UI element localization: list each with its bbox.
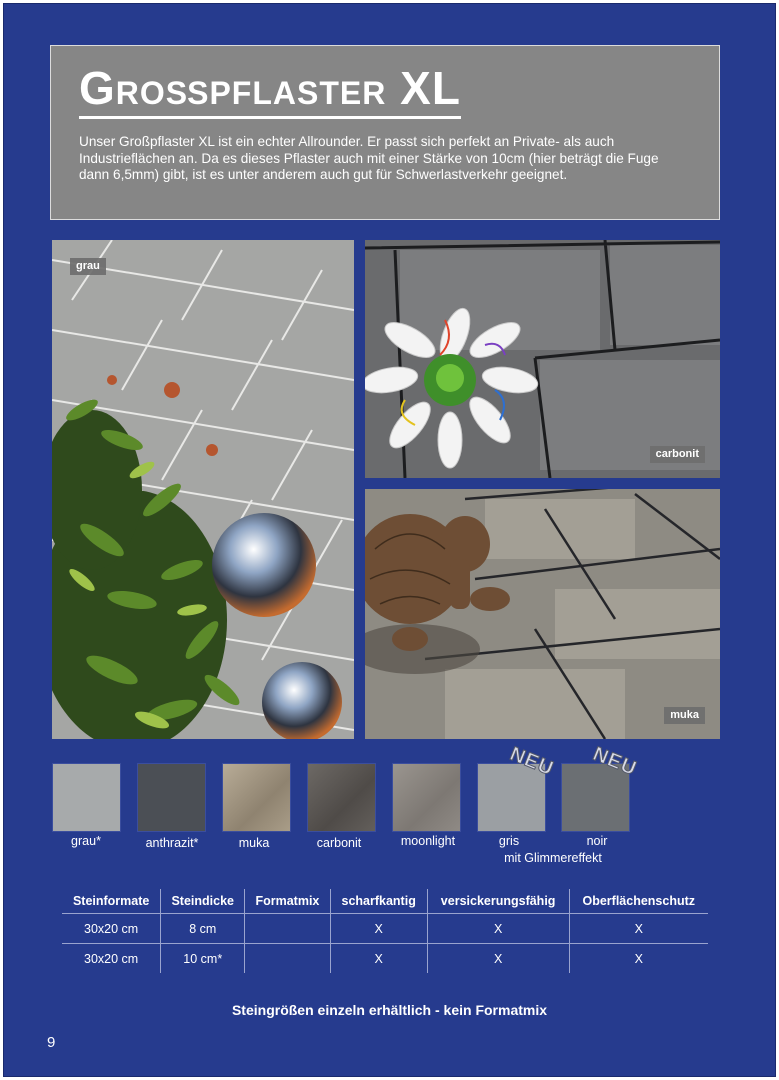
swatch-anthrazit	[137, 763, 206, 832]
specs-table	[62, 889, 708, 973]
table-cell: X	[427, 944, 569, 974]
table-cell: 10 cm*	[161, 944, 245, 974]
header-steinformate: Steinformate	[62, 889, 161, 914]
table-cell	[245, 914, 330, 944]
photo-carbonit	[365, 240, 720, 478]
new-badge-gris: NEU	[506, 743, 557, 781]
table-cell: 30x20 cm	[62, 914, 161, 944]
specs-header-row	[62, 889, 708, 914]
table-cell: X	[330, 914, 427, 944]
swatch-moonlight	[392, 763, 461, 832]
table-cell: X	[569, 914, 708, 944]
swatch-label-anthrazit: anthrazit*	[145, 836, 199, 850]
swatch-label-noir: noir	[586, 834, 608, 848]
photo-grau-image	[52, 240, 354, 739]
table-cell: X	[330, 944, 427, 974]
swatch-carbonit	[307, 763, 376, 832]
swatch-label-moonlight: moonlight	[400, 834, 456, 848]
table-row	[62, 944, 708, 974]
swatch-label-grau: grau*	[71, 834, 101, 848]
page-title: Großpflaster XL	[79, 60, 461, 119]
swatch-label-carbonit: carbonit	[316, 836, 362, 850]
table-cell: 30x20 cm	[84, 951, 139, 966]
page-number: 9	[47, 1034, 56, 1051]
header-scharfkantig: scharfkantig	[330, 889, 427, 914]
header-steindicke: Steindicke	[161, 889, 245, 914]
table-row	[62, 914, 708, 944]
new-badge-noir: NEU	[589, 743, 640, 781]
footer-note: Steingrößen einzeln erhältlich - kein Formatmix	[231, 1002, 548, 1018]
header-formatmix: Formatmix	[245, 889, 330, 914]
swatch-sublabel-gris: mit Glimmereffekt	[504, 851, 602, 865]
table-cell: 8 cm	[161, 914, 245, 944]
swatch-muka	[222, 763, 291, 832]
intro-text: Unser Großpflaster XL ist ein echter Allrounder. Er passt sich perfekt an Private- als auch Industrieflächen an. Da es dieses Pflaster auch mit einer Stärke von 10cm (hier beträgt die Fuge dann 6,5mm) gibt, ist es unter anderem auch gut für Schwerlastverkehr geeignet.	[79, 134, 659, 182]
header-oberflaechenschutz: Oberflächenschutz	[569, 889, 708, 914]
photo-muka-image	[365, 489, 720, 739]
table-cell: X	[427, 914, 569, 944]
photo-grau	[52, 240, 354, 739]
photo-carbonit-image	[365, 240, 720, 478]
table-cell	[245, 944, 330, 974]
swatch-grau	[52, 763, 121, 832]
header-versickerungsfaehig: versickerungsfähig	[427, 889, 569, 914]
photo-label-muka: muka	[664, 707, 705, 724]
swatch-label-gris: gris	[498, 834, 520, 848]
swatch-label-muka: muka	[238, 836, 270, 850]
header-box	[50, 45, 720, 220]
photo-label-carbonit: carbonit	[650, 446, 705, 463]
table-cell: X	[569, 944, 708, 974]
photo-label-grau: grau	[70, 258, 106, 275]
photo-muka	[365, 489, 720, 739]
